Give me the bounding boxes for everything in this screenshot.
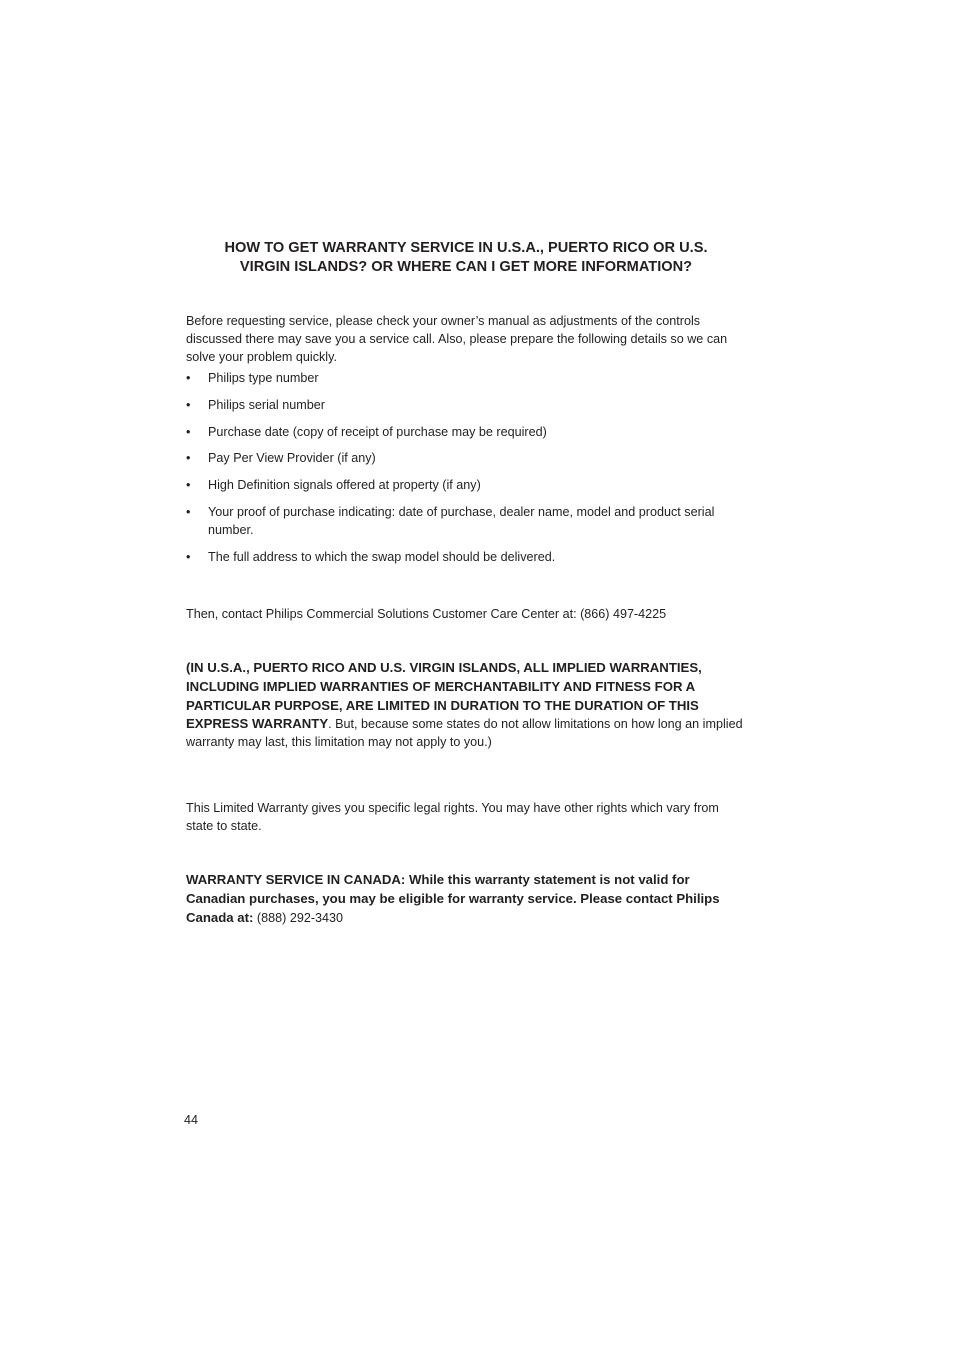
canada-phone: (888) 292-3430 [253, 910, 344, 925]
list-item [186, 549, 746, 567]
list-item-text: High Definition signals offered at property (if any) [208, 478, 481, 493]
list-item-text: Philips serial number [208, 397, 325, 412]
page-heading [176, 239, 756, 277]
bullet-mark: • [186, 397, 191, 412]
implied-warranty-paragraph [186, 659, 746, 752]
contact-paragraph: Then, contact Philips Commercial Solutions Customer Care Center at: (866) 497-4225 [186, 607, 667, 621]
list-item [186, 370, 746, 388]
bullet-mark: • [186, 549, 191, 564]
heading-line-1: HOW TO GET WARRANTY SERVICE IN U.S.A., PUERTO RICO OR U.S. [224, 240, 708, 256]
implied-warranty-regular: . But, because some states do not allow limitations on how long an implied warranty may last, this limitation may not apply to you.) [186, 717, 743, 750]
canada-bold: WARRANTY SERVICE IN CANADA: While this warranty statement is not valid for Canadian purchases, you may be eligible for warranty service. Please contact Philips Canada at: [186, 872, 720, 925]
page-number: 44 [184, 1113, 199, 1127]
canada-paragraph [186, 871, 746, 927]
details-list [186, 370, 746, 575]
list-item-text: Your proof of purchase indicating: date of purchase, dealer name, model and product serial number. [208, 504, 715, 537]
list-item [186, 424, 746, 442]
bullet-mark: • [186, 371, 191, 385]
list-item [186, 450, 746, 468]
implied-warranty-bold: (IN U.S.A., PUERTO RICO AND U.S. VIRGIN ISLANDS, ALL IMPLIED WARRANTIES, INCLUDING IMPLIED WARRANTIES OF MERCHANTABILITY AND FITNESS FOR A PARTICULAR PURPOSE, ARE LIMITED IN DURATION TO THE DURATION OF THIS EXPRESS WARRANTY [186, 660, 702, 732]
intro-paragraph: Before requesting service, please check your owner’s manual as adjustments of the controls discussed there may save you a service call. Also, please prepare the following details so we can solve your problem quickly. [186, 314, 728, 364]
bullet-mark: • [186, 478, 191, 493]
bullet-mark: • [186, 451, 191, 466]
bullet-mark: • [186, 424, 191, 439]
list-item [186, 397, 746, 415]
list-item [186, 477, 746, 495]
list-item-text: Pay Per View Provider (if any) [208, 451, 376, 466]
list-item-text: Philips type number [208, 371, 319, 385]
heading-line-2: VIRGIN ISLANDS? OR WHERE CAN I GET MORE INFORMATION? [239, 259, 693, 275]
bullet-mark: • [186, 504, 191, 519]
list-item [186, 504, 746, 540]
legal-rights-paragraph: This Limited Warranty gives you specific legal rights. You may have other rights which vary from state to state. [186, 801, 719, 833]
list-item-text: Purchase date (copy of receipt of purchase may be required) [208, 424, 547, 439]
list-item-text: The full address to which the swap model should be delivered. [208, 549, 556, 564]
